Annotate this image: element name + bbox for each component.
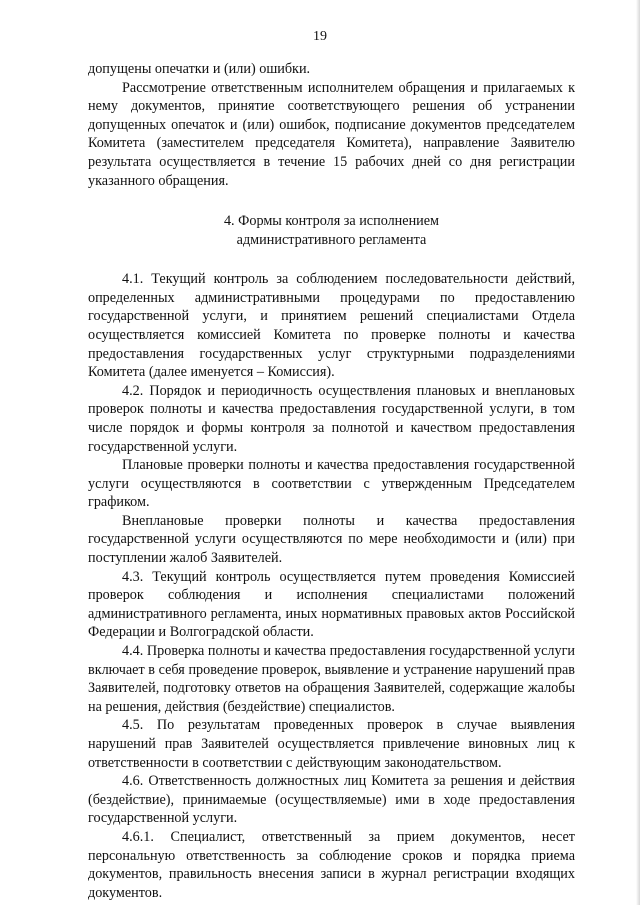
paragraph-4-4: 4.4. Проверка полноты и качества предоставления государственной услуги включает в себя проведение проверок, выявление и устранение нарушений прав Заявителей, подготовку ответов на обращения Заявителей, содержащие жалобы на решения, действия (бездействие) специалистов. bbox=[88, 643, 575, 715]
paragraph-continuation: допущены опечатки и (или) ошибки. bbox=[88, 61, 311, 77]
paragraph-4-5: 4.5. По результатам проведенных проверок в случае выявления нарушений прав Заявителей осуществляется привлечение виновных лиц к ответственности в соответствии с действующим законодательством. bbox=[88, 717, 575, 771]
paragraph-4-6-1: 4.6.1. Специалист, ответственный за прием документов, несет персональную ответственность за соблюдение сроков и порядка приема документов, правильность внесения записи в журнал регистрации входящих документов. bbox=[88, 828, 575, 901]
paragraph-4-1: 4.1. Текущий контроль за соблюдением последовательности действий, определенных административными процедурами по предоставлению государственной услуги, и принятием решений специалистами Отдела осуществляется комиссией Комитета по проверке полноты и качества предоставления государственных услуг структурными подразделениями Комитета (далее именуется – Комиссия). bbox=[88, 271, 575, 381]
paragraph-4-3: 4.3. Текущий контроль осуществляется путем проведения Комиссией проверок соблюдения и исполнения специалистами положений административного регламента, иных нормативных правовых актов Российской Федерации и Волгоградской области. bbox=[88, 568, 575, 641]
section-heading-line-1: 4. Формы контроля за исполнением bbox=[223, 213, 440, 230]
paragraph-4-2: 4.2. Порядок и периодичность осуществления плановых и внеплановых проверок полноты и качества предоставления государственной услуги, в том числе порядок и формы контроля за полнотой и качеством предоставления государственной услуги. bbox=[88, 382, 575, 455]
paragraph-planned-checks: Плановые проверки полноты и качества предоставления государственной услуги осуществляются в соответствии с утвержденным Председателем графиком. bbox=[88, 457, 575, 511]
page-number: 19 bbox=[313, 29, 327, 44]
section-heading bbox=[88, 212, 575, 250]
paragraph-review: Рассмотрение ответственным исполнителем обращения и прилагаемых к нему документов, принятие соответствующего решения об устранении допущенных опечаток и (или) ошибок, подписание документов председателем Комитета (заместителем председателя Комитета), направление Заявителю результата осуществляется в течение 15 рабочих дней со дня регистрации указанного обращения. bbox=[88, 79, 575, 189]
paragraph-unplanned-checks: Внеплановые проверки полноты и качества предоставления государственной услуги осуществляются по мере необходимости и (или) при поступлении жалоб Заявителей. bbox=[88, 512, 575, 567]
document-body bbox=[88, 60, 575, 902]
paragraph-4-6: 4.6. Ответственность должностных лиц Комитета за решения и действия (бездействие), принимаемые (осуществляемые) ими в ходе предоставления государственной услуги. bbox=[88, 773, 575, 827]
scan-edge-shadow bbox=[636, 0, 640, 905]
section-heading-line-2: административного регламента bbox=[236, 232, 427, 249]
